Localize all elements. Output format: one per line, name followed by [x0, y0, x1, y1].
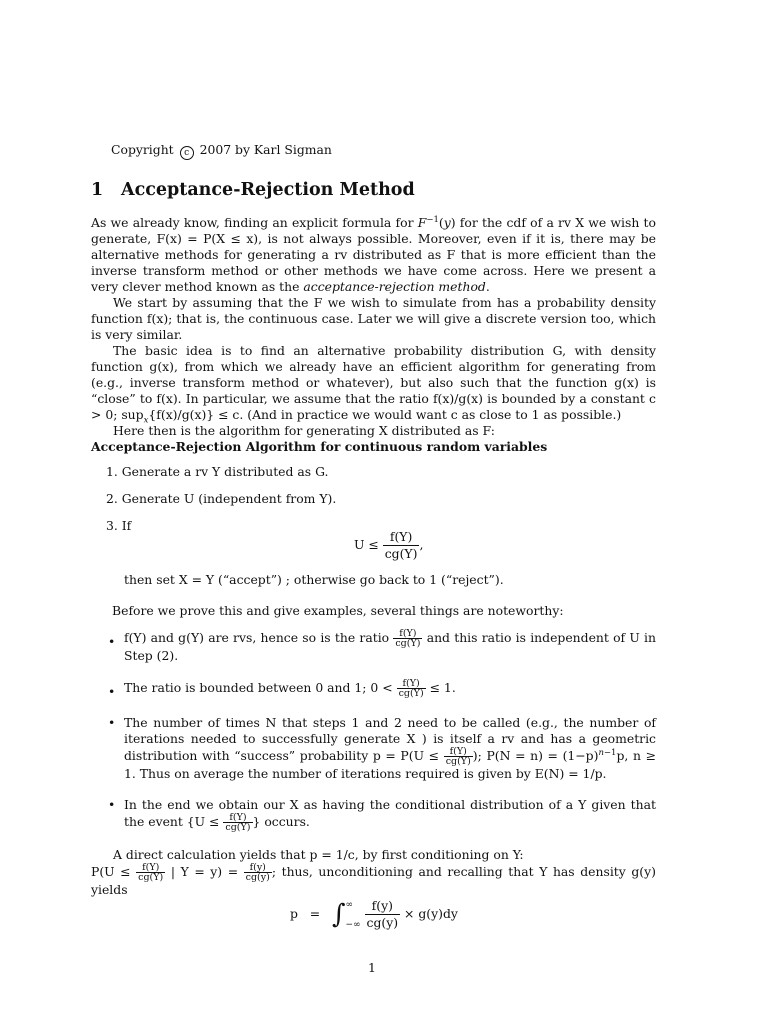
bullet-marker: •: [108, 634, 116, 649]
algorithm-step-2: 2. Generate U (independent from Y).: [106, 491, 337, 506]
section-number: 1: [91, 180, 104, 200]
algorithm-step-1: 1. Generate a rv Y distributed as G.: [106, 464, 329, 479]
copyright-suffix: 2007 by Karl Sigman: [199, 142, 332, 157]
copyright-prefix: Copyright: [111, 142, 174, 157]
bullet-item-4: In the end we obtain our X as having the conditional distribution of a Y given that the event {U ≤ $\frac{f(Y)}{cg(Y)}$ } occurs.: [124, 797, 656, 833]
bullet-marker: •: [108, 684, 116, 699]
integral-equation: p = ∫ ∞ −∞ $\frac{f(y)}{cg(y)}$ × g(y)dy: [290, 898, 458, 930]
direct-line-1: A direct calculation yields that p = 1/c, by first conditioning on Y:: [113, 847, 524, 862]
intro-paragraph-3: The basic idea is to find an alternative probability distribution G, with density function g(x), from which we already have an efficient algorithm for generating from (e.g., inverse transform method or whatever), but also such that the function g(x) is “close” to f(x). In particular, we assume that the ratio f(x)/g(x) is bounded by a constant c > 0; sup$_x${f(x)/g(x)} ≤ c. (And in practice we would want c as close to 1 as possible.): [91, 343, 656, 426]
bullet-item-1: f(Y) and g(Y) are rvs, hence so is the ratio $\frac{f(Y)}{cg(Y)}$ and this ratio is independent of U in Step (2).: [124, 628, 656, 663]
section-heading: [91, 182, 415, 198]
algorithm-heading: Acceptance-Rejection Algorithm for continuous random variables: [91, 439, 548, 454]
section-title: Acceptance-Rejection Method: [121, 180, 415, 200]
direct-calculation: [91, 847, 656, 898]
noteworthy-intro: Before we prove this and give examples, several things are noteworthy:: [112, 603, 564, 618]
intro-text: [91, 215, 656, 439]
page-number: 1: [368, 960, 376, 975]
inequality-fraction: $\frac{f(Y)}{cg(Y)}$: [384, 529, 418, 561]
algorithm-step-3: 3. If: [106, 518, 132, 533]
copyright-symbol: c: [180, 146, 194, 160]
intro-paragraph-1: As we already know, finding an explicit formula for $F^{-1}(y)$ for the cdf of a rv X we wish to generate, F(x) = P(X ≤ x), is not always possible. Moreover, even if it is, there may be alternative methods for generating a rv distributed as F that is more efficient than the inverse transform method or other methods we have come across. Here we present a very clever method known as the acceptance-rejection method.: [91, 214, 656, 294]
copyright-line: [111, 142, 332, 160]
direct-line-2: P(U ≤ $\frac{f(Y)}{cg(Y)}$ | Y = y) = $\frac{f(y)}{cg(y)}$ ; thus, unconditioning and recalling that Y has density g(y) yields: [91, 862, 656, 897]
bullet-marker: •: [108, 797, 116, 812]
bullet-marker: •: [108, 715, 116, 730]
bullet-item-3: The number of times N that steps 1 and 2 need to be called (e.g., the number of iterations needed to successfully generate X ) is itself a rv and has a geometric distribution with “success” probability p = P(U ≤ $\frac{f(Y)}{cg(Y)}$ ); $P(N = n) = (1-p)^{n-1}p$, n ≥ 1. Thus on average the number of iterations required is given by E(N) = 1/p.: [124, 715, 656, 781]
bullet-item-2: The ratio is bounded between 0 and 1; 0 < $\frac{f(Y)}{cg(Y)}$ ≤ 1.: [124, 678, 456, 699]
intro-paragraph-4: Here then is the algorithm for generating X distributed as F:: [113, 423, 495, 438]
algorithm-then-clause: then set X = Y (“accept”) ; otherwise go back to 1 (“reject”).: [124, 572, 504, 587]
intro-paragraph-2: We start by assuming that the F we wish to simulate from has a probability density function f(x); that is, the continuous case. Later we will give a discrete version too, which is very similar.: [91, 295, 656, 342]
acceptance-inequality: U ≤ $\frac{f(Y)}{cg(Y)}$ ,: [354, 529, 424, 561]
